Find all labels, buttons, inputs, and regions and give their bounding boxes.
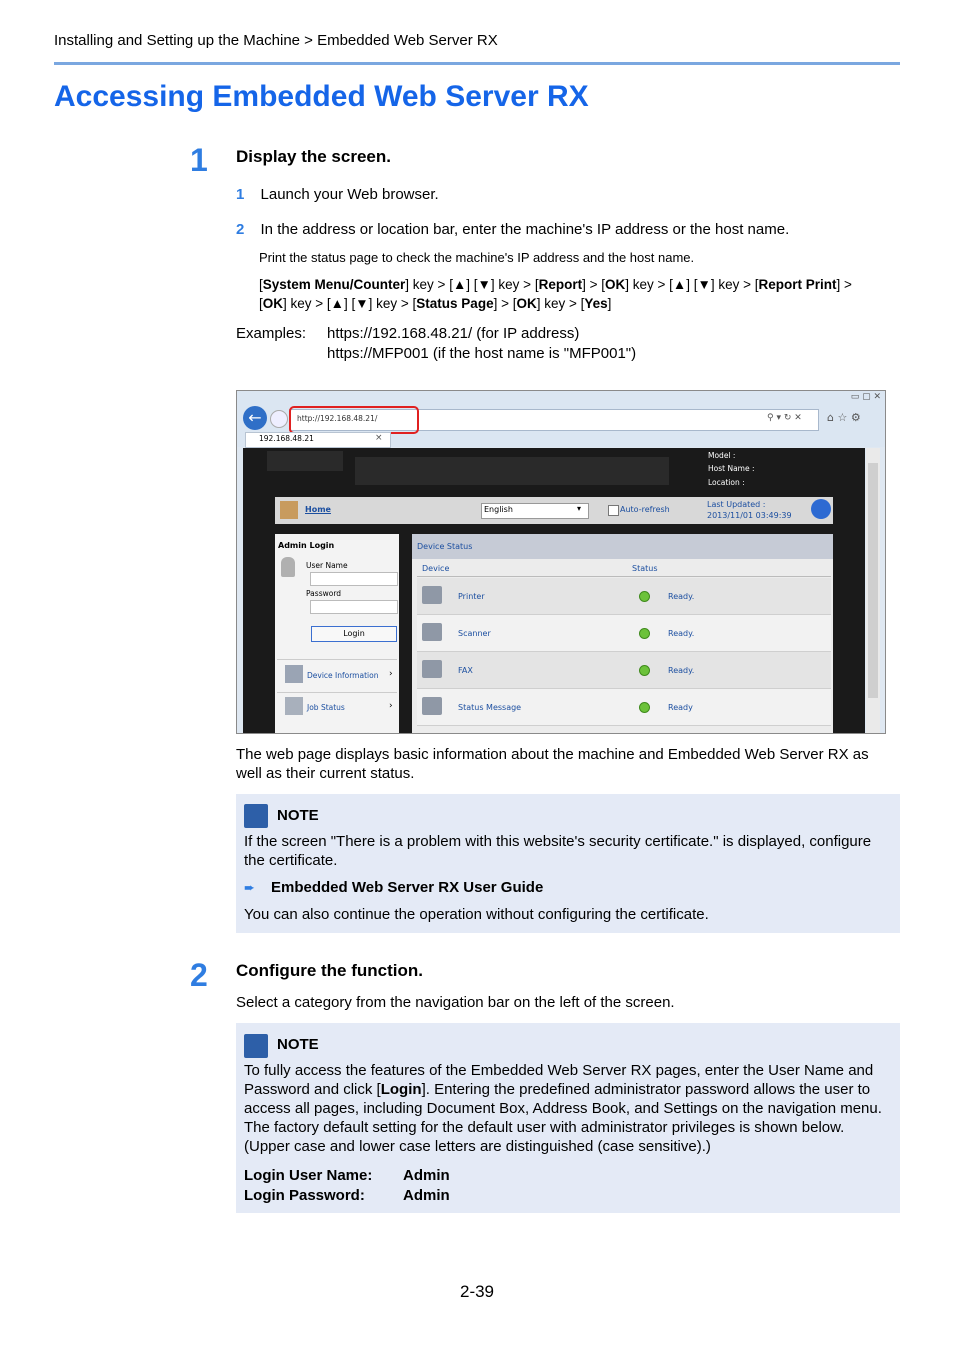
status-ok-icon <box>639 702 650 713</box>
password-input[interactable] <box>310 600 398 614</box>
hostname-label: Host Name : <box>708 464 755 473</box>
device-status: Ready <box>668 703 693 712</box>
divider <box>277 692 397 693</box>
nav-device-information[interactable]: Device Information <box>307 671 379 680</box>
header-rule <box>54 62 900 65</box>
note-label: NOTE <box>277 1036 319 1053</box>
admin-login-title: Admin Login <box>278 541 335 550</box>
arrow-right-icon: ➨ <box>244 880 255 895</box>
language-value: English <box>484 505 513 514</box>
device-status: Ready. <box>668 592 695 601</box>
note-box-2 <box>236 1023 900 1213</box>
substep-number: 2 <box>236 221 245 238</box>
tab-close-icon[interactable]: × <box>375 433 383 443</box>
scroll-thumb[interactable] <box>868 463 878 698</box>
status-row <box>417 689 831 726</box>
chevron-right-icon: › <box>389 701 393 711</box>
step-number-2: 2 <box>190 957 208 993</box>
banner-area <box>355 457 669 485</box>
login-user-name-label: Login User Name: <box>244 1167 373 1184</box>
job-status-icon <box>285 697 303 715</box>
note2-login-key: Login <box>380 1081 422 1098</box>
breadcrumb: Installing and Setting up the Machine > Embedded Web Server RX <box>54 32 498 49</box>
substep-1 <box>236 185 439 204</box>
ks-key: Status Page <box>416 296 494 311</box>
scanner-icon <box>422 623 442 641</box>
substep-text: Launch your Web browser. <box>260 186 439 203</box>
note2-text <box>244 1061 892 1156</box>
divider <box>277 659 397 660</box>
device-status-header <box>412 534 833 559</box>
status-row <box>417 652 831 689</box>
ks-text: ] > [ <box>582 277 605 292</box>
ks-text: ] key > [ <box>536 296 585 311</box>
examples-label: Examples: <box>236 325 307 342</box>
device-status-title: Device Status <box>417 542 473 551</box>
home-star-gear-icons[interactable]: ⌂ ☆ ⚙ <box>827 411 861 424</box>
note-icon <box>244 804 268 828</box>
status-ok-icon <box>639 665 650 676</box>
device-name[interactable]: Scanner <box>458 629 491 638</box>
hint-text: Print the status page to check the machine's IP address and the host name. <box>259 250 695 265</box>
ks-text: ] key > [▲] [▼] key > [ <box>283 296 417 311</box>
note2-text-b: ]. Entering the predefined administrator password allows the user to access all pages, including Document Box, Address Book, and Settings on the navigation menu. The factory default setting for the default user with administrator privileges is shown below. (Upper case and lower case letters are distinguished (case sensitive).) <box>244 1081 882 1155</box>
nav-job-status[interactable]: Job Status <box>307 703 345 712</box>
logo-area <box>267 451 343 471</box>
key-sequence <box>259 275 899 313</box>
step-heading-2: Configure the function. <box>236 961 423 980</box>
step-number-1: 1 <box>190 142 208 178</box>
note-text-2: You can also continue the operation without configuring the certificate. <box>244 906 709 923</box>
ks-text: ] key > [▲] [▼] key > [ <box>625 277 759 292</box>
user-guide-link[interactable]: Embedded Web Server RX User Guide <box>271 879 544 896</box>
ks-key: OK <box>516 296 537 311</box>
note2-text-a: To fully access the features of the Embedded Web Server RX pages, enter the User Name and Password and click [ <box>244 1062 874 1098</box>
ks-key: Report <box>538 277 583 292</box>
substep-number: 1 <box>236 186 245 203</box>
step2-text: Select a category from the navigation bar on the left of the screen. <box>236 994 675 1011</box>
fax-icon <box>422 660 442 678</box>
device-name[interactable]: Status Message <box>458 703 522 712</box>
page-number: 2-39 <box>459 1282 495 1301</box>
last-updated-label: Last Updated : <box>707 500 766 509</box>
tab-title: 192.168.48.21 <box>259 434 314 443</box>
ks-text: [ <box>259 296 263 311</box>
chevron-right-icon: › <box>389 669 393 679</box>
refresh-icon[interactable] <box>811 499 831 519</box>
ks-text: ] <box>607 296 612 311</box>
ks-key: Yes <box>584 296 608 311</box>
status-row <box>417 578 831 615</box>
ks-text: ] > [ <box>493 296 517 311</box>
address-buttons[interactable]: ⚲ ▾ ↻ ✕ <box>767 413 802 423</box>
status-message-icon <box>422 697 442 715</box>
ks-text: [ <box>259 277 263 292</box>
login-button[interactable]: Login <box>311 626 397 642</box>
device-status: Ready. <box>668 666 695 675</box>
location-label: Location : <box>708 478 745 487</box>
note-text: If the screen "There is a problem with this website's security certificate." is displayed, configure the certificate. <box>244 833 872 869</box>
ks-text: ] key > [▲] [▼] key > [ <box>405 277 539 292</box>
device-name[interactable]: FAX <box>458 666 473 675</box>
forward-arrow-icon[interactable] <box>270 410 288 428</box>
device-information-icon <box>285 665 303 683</box>
col-device: Device <box>422 564 450 573</box>
chevron-down-icon: ▾ <box>577 504 582 513</box>
example-host: https://MFP001 (if the host name is "MFP001") <box>327 345 637 362</box>
url-text: http://192.168.48.21/ <box>297 414 378 423</box>
substep-text: In the address or location bar, enter the machine's IP address or the host name. <box>260 221 790 238</box>
screenshot-caption: The web page displays basic information about the machine and Embedded Web Server RX as well as their current status. <box>236 746 869 782</box>
status-ok-icon <box>639 591 650 602</box>
user-name-input[interactable] <box>310 572 398 586</box>
table-divider <box>417 576 831 577</box>
note-icon <box>244 1034 268 1058</box>
note-label: NOTE <box>277 807 319 824</box>
device-name[interactable]: Printer <box>458 592 485 601</box>
ks-key: OK <box>262 296 284 311</box>
status-ok-icon <box>639 628 650 639</box>
ks-key: System Menu/Counter <box>262 277 406 292</box>
printer-icon <box>422 586 442 604</box>
auto-refresh-checkbox[interactable] <box>608 505 619 516</box>
note-box-1 <box>236 794 900 933</box>
user-icon <box>281 557 295 577</box>
substep-2 <box>236 220 789 239</box>
device-status: Ready. <box>668 629 695 638</box>
step-heading-1: Display the screen. <box>236 147 391 166</box>
page-title: Accessing Embedded Web Server RX <box>54 80 589 113</box>
home-icon[interactable] <box>280 501 298 519</box>
browser-screenshot <box>236 390 886 734</box>
status-row <box>417 615 831 652</box>
login-password-label: Login Password: <box>244 1187 365 1204</box>
ks-key: Report Print <box>758 277 837 292</box>
last-updated-value: 2013/11/01 03:49:39 <box>707 511 792 520</box>
home-link[interactable]: Home <box>305 505 331 514</box>
ks-key: OK <box>604 277 626 292</box>
ks-text: ] > <box>836 277 852 292</box>
user-name-label: User Name <box>306 561 348 570</box>
example-ip: https://192.168.48.21/ (for IP address) <box>327 325 580 342</box>
col-status: Status <box>632 564 658 573</box>
login-password-value: Admin <box>403 1187 450 1204</box>
model-label: Model : <box>708 451 736 460</box>
window-controls[interactable]: ▭ ▢ ✕ <box>850 392 881 402</box>
auto-refresh-label: Auto-refresh <box>620 505 670 514</box>
login-user-name-value: Admin <box>403 1167 450 1184</box>
password-label: Password <box>306 589 342 598</box>
back-arrow-icon[interactable]: ← <box>243 406 267 430</box>
